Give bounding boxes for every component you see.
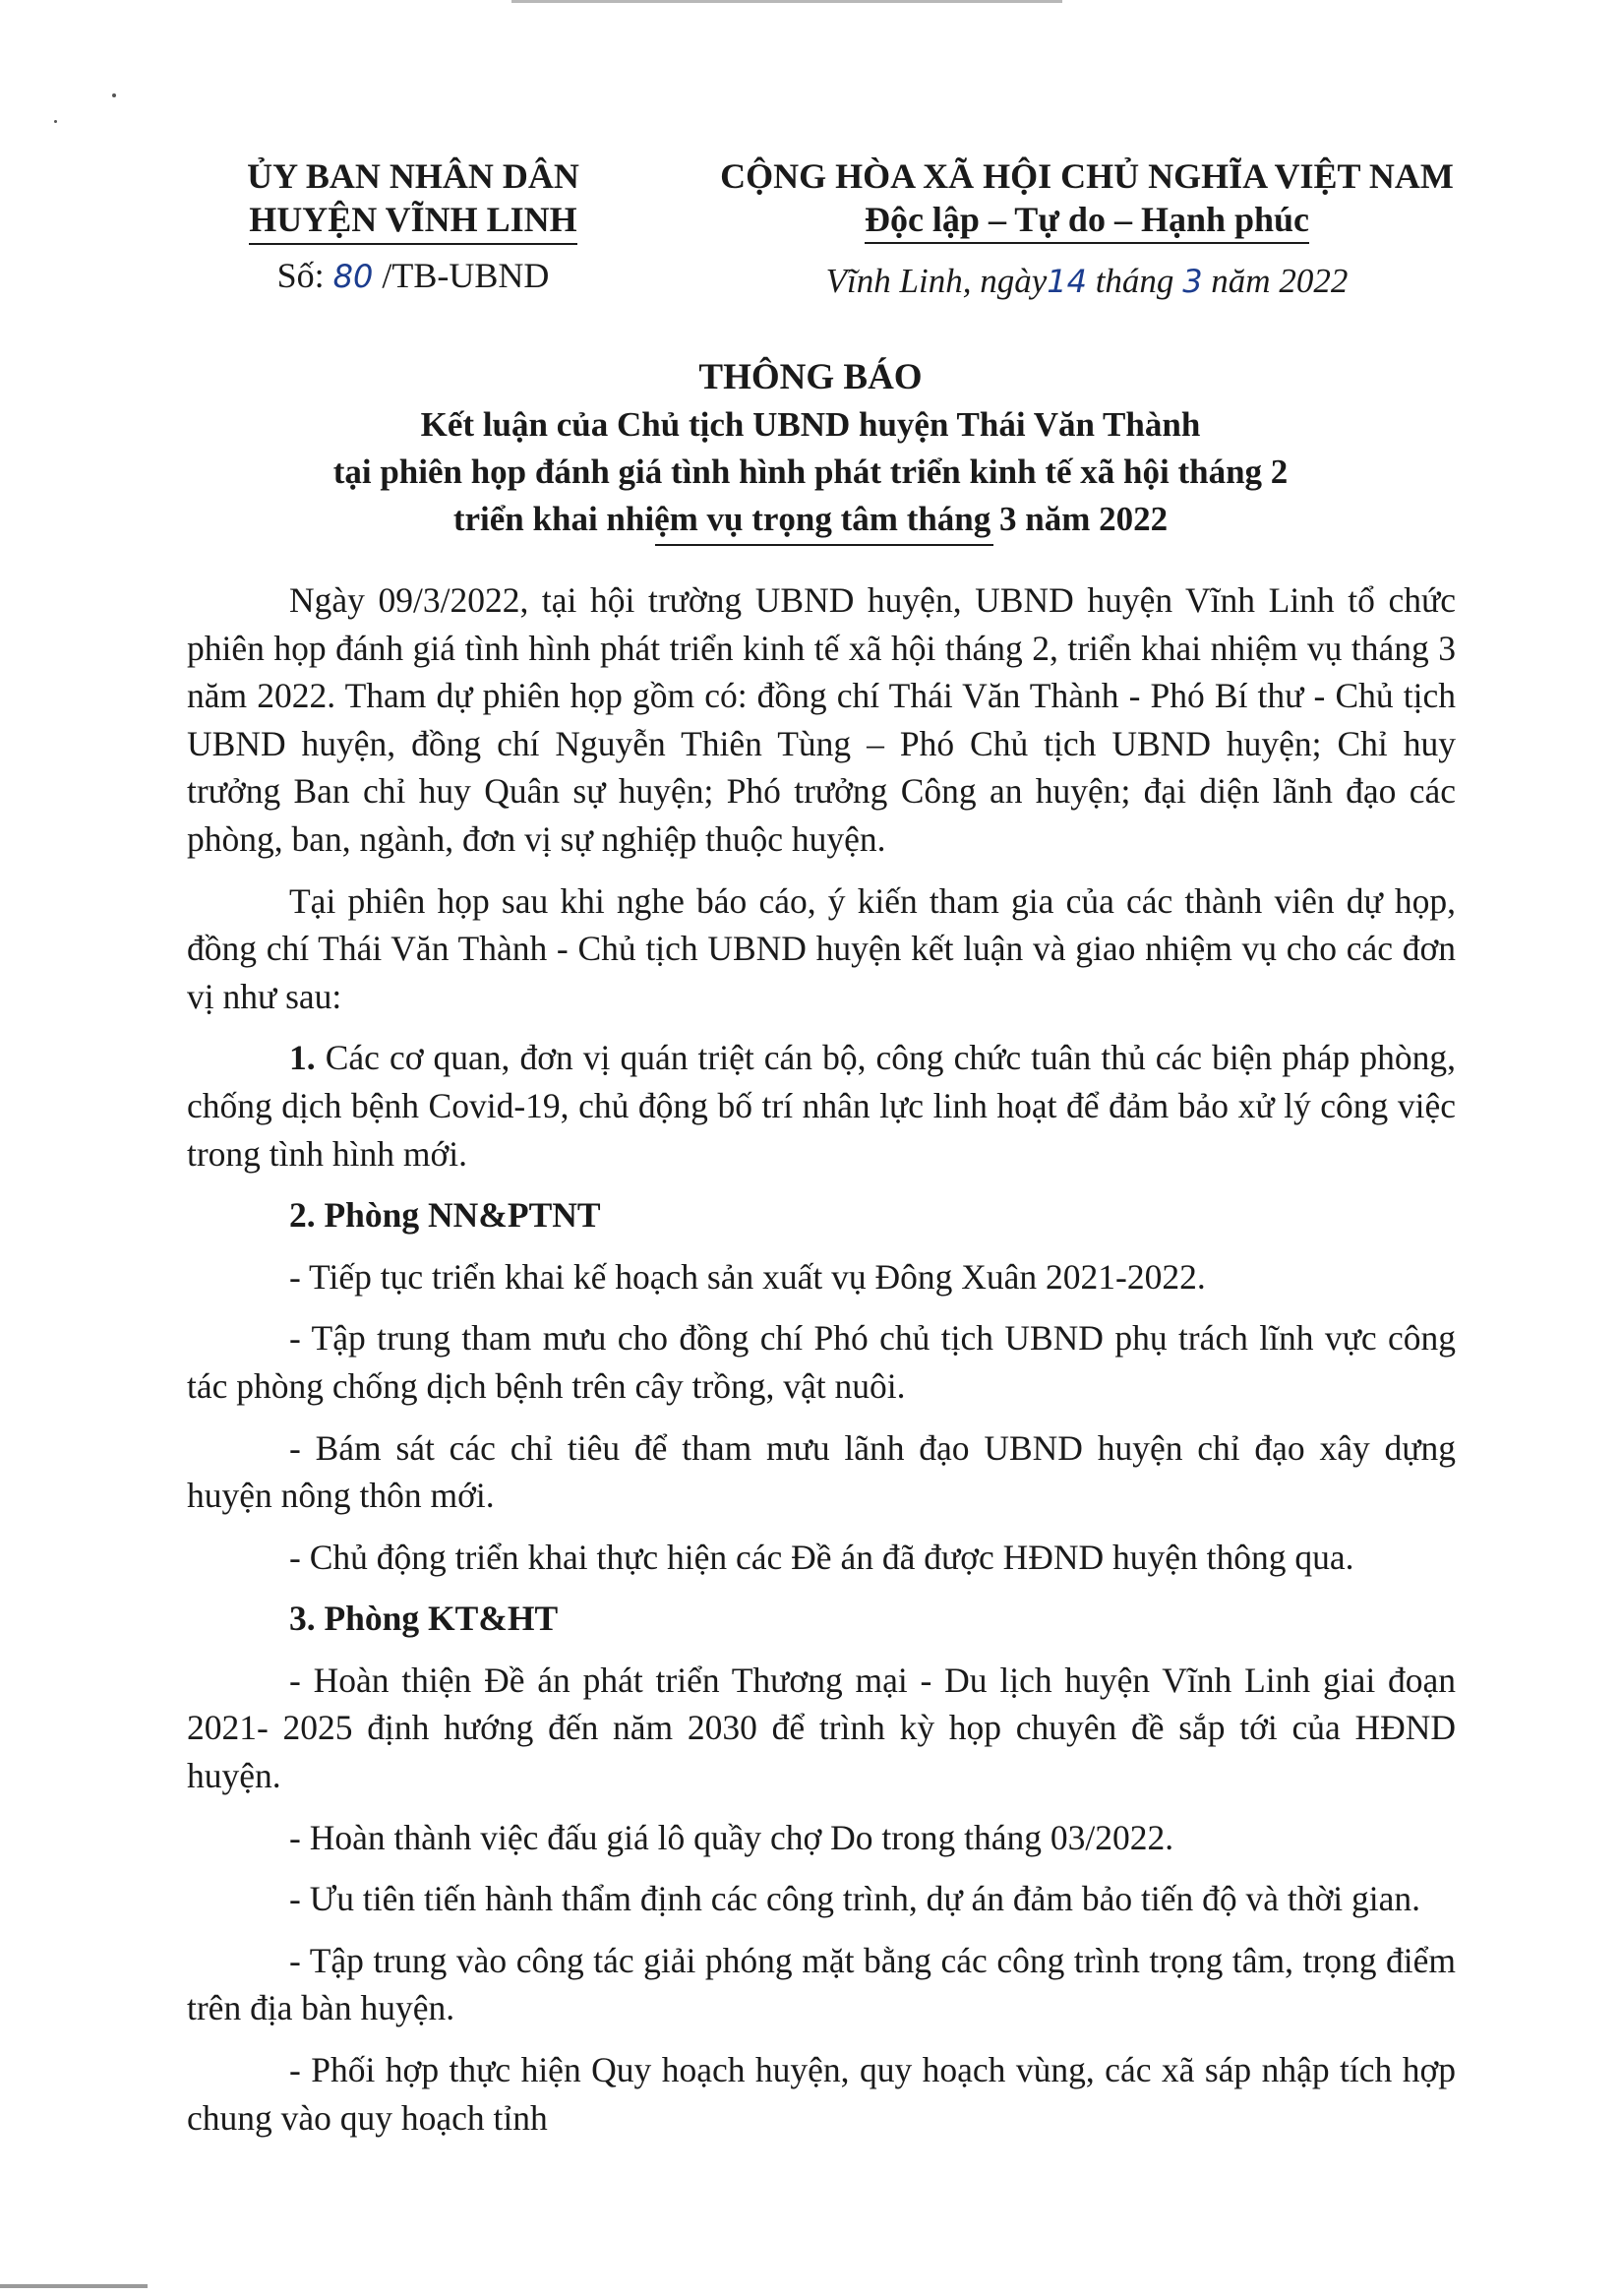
number-prefix: Số: [276,256,325,295]
section-3-item: - Phối hợp thực hiện Quy hoạch huyện, quy hoạch vùng, các xã sáp nhập tích hợp chung vào quy hoạch tỉnh [187,2050,1456,2138]
motto: Độc lập – Tự do – Hạnh phúc [865,198,1309,244]
section-3-item: - Hoàn thành việc đấu giá lô quầy chợ Do trong tháng 03/2022. [289,1817,1174,1857]
handwritten-number: 80 [332,258,374,295]
section-3-item: - Tập trung vào công tác giải phóng mặt bằng các công trình trọng tâm, trọng điểm trên địa bàn huyện. [187,1940,1456,2028]
section-2-item: - Chủ động triển khai thực hiện các Đề án đã được HĐND huyện thông qua. [289,1537,1354,1577]
section-3-item: - Hoàn thiện Đề án phát triển Thương mại - Du lịch huyện Vĩnh Linh giai đoạn 2021- 2025 định hướng đến năm 2030 để trình kỳ họp chuyên đề sắp tới của HĐND huyện. [187,1660,1456,1796]
section-3-item: - Ưu tiên tiến hành thẩm định các công trình, dự án đảm bảo tiến độ và thời gian. [289,1879,1420,1919]
section-2-item: - Bám sát các chỉ tiêu để tham mưu lãnh đạo UBND huyện chỉ đạo xây dựng huyện nông thôn mới. [187,1427,1456,1516]
title-line-3: triển khai nhiệm vụ trọng tâm tháng 3 năm 2022 [452,500,1169,538]
title-main: THÔNG BÁO [698,357,923,397]
date-year: năm 2022 [1211,262,1349,300]
national-heading [679,154,1495,244]
authority-line-1: ỦY BAN NHÂN DÂN [247,156,579,196]
document-number [192,255,634,296]
conclusion-paragraph: Tại phiên họp sau khi nghe báo cáo, ý kiến tham gia của các thành viên dự họp, đồng chí Thái Văn Thành - Chủ tịch UBND huyện kết luận và giao nhiệm vụ cho các đơn vị như sau: [187,880,1456,1016]
section-3-heading: 3. Phòng KT&HT [289,1599,559,1639]
date-month-label: tháng [1095,262,1174,300]
handwritten-day: 14 [1047,263,1087,300]
document-body [187,576,1456,2155]
title-underline [655,544,993,546]
issuing-authority [192,154,634,245]
nation-name: CỘNG HÒA XÃ HỘI CHỦ NGHĨA VIỆT NAM [720,156,1454,196]
date-place: Vĩnh Linh, ngày [825,262,1048,300]
section-2-item: - Tập trung tham mưu cho đồng chí Phó chủ tịch UBND phụ trách lĩnh vực công tác phòng chống dịch bệnh trên cây trồng, vật nuôi. [187,1318,1456,1406]
document-title [157,354,1464,543]
title-line-2: tại phiên họp đánh giá tình hình phát triển kinh tế xã hội tháng 2 [332,453,1289,491]
intro-paragraph: Ngày 09/3/2022, tại hội trường UBND huyện, UBND huyện Vĩnh Linh tổ chức phiên họp đánh giá tình hình phát triển kinh tế xã hội tháng 2, triển khai nhiệm vụ tháng 3 năm 2022. Tham dự phiên họp gồm có: đồng chí Thái Văn Thành - Phó Bí thư - Chủ tịch UBND huyện, đồng chí Nguyễn Thiên Tùng – Phó Chủ tịch UBND huyện; Chỉ huy trưởng Ban chỉ huy Quân sự huyện; Phó trưởng Công an huyện; đại diện lãnh đạo các phòng, ban, ngành, đơn vị sự nghiệp thuộc huyện. [187,580,1456,859]
authority-line-2: HUYỆN VĨNH LINH [249,198,576,245]
document-date [679,262,1495,301]
scan-speck [112,93,116,97]
scan-speck [54,120,57,123]
section-2-heading: 2. Phòng NN&PTNT [289,1195,601,1236]
number-suffix: /TB-UBND [382,256,550,295]
scan-edge-mark [0,2284,148,2288]
scan-edge-line [511,0,1062,3]
handwritten-month: 3 [1182,263,1203,300]
title-line-1: Kết luận của Chủ tịch UBND huyện Thái Văn Thành [420,405,1201,444]
item-1-text: Các cơ quan, đơn vị quán triệt cán bộ, công chức tuân thủ các biện pháp phòng, chống dịch bệnh Covid-19, chủ động bố trí nhân lực linh hoạt để đảm bảo xử lý công việc trong tình hình mới. [187,1038,1456,1174]
section-2-item: - Tiếp tục triển khai kế hoạch sản xuất vụ Đông Xuân 2021-2022. [289,1256,1206,1297]
item-1-number: 1. [289,1038,316,1078]
item-1-paragraph [187,1034,1456,1178]
